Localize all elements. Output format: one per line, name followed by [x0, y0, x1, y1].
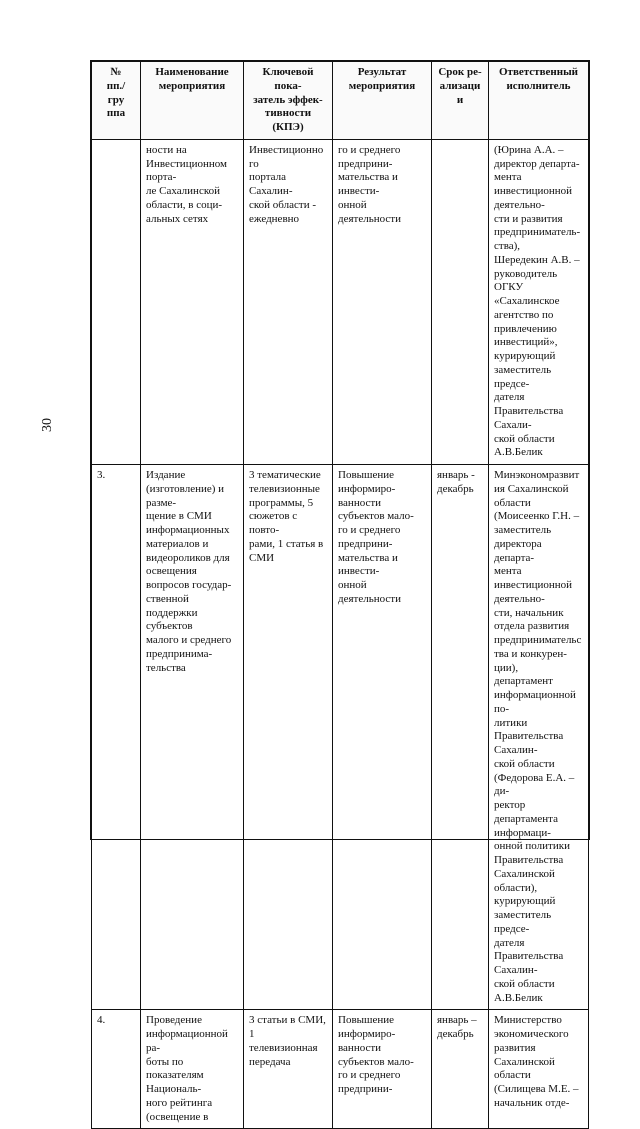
cell-term: [432, 139, 489, 464]
table-row: [92, 139, 589, 464]
cell-term: январь – декабрь: [432, 1010, 489, 1129]
table-row: [92, 465, 589, 1010]
cell-result: го и среднего предприни- мательства и инвести- онной деятельности: [333, 139, 432, 464]
cell-result: Повышение информиро- ванности субъектов мало- го и среднего предприни-: [333, 1010, 432, 1129]
cell-kpi: 3 статьи в СМИ, 1 телевизионная передача: [244, 1010, 333, 1129]
table-header-row: [92, 62, 589, 140]
activities-table-wrap: [90, 60, 590, 1123]
cell-term: январь - декабрь: [432, 465, 489, 1010]
cell-activity-name: Издание (изготовление) и разме- щение в СМИ информационных материалов и видеороликов для освещения вопросов государ- ственной поддержки субъектов малого и среднего предпринима- тельства: [141, 465, 244, 1010]
header-activity-name: Наименование мероприятия: [141, 62, 244, 140]
cell-activity-name: Проведение информационной ра- боты по показателям Националь- ного рейтинга (освещение в: [141, 1010, 244, 1129]
cell-number: 3.: [92, 465, 141, 1010]
table-row: [92, 1010, 589, 1129]
header-number: № пп./ гру ппа: [92, 62, 141, 140]
cell-number: 4.: [92, 1010, 141, 1129]
header-kpi: Ключевой пока- затель эффек- тивности (КПЭ): [244, 62, 333, 140]
header-result: Результат мероприятия: [333, 62, 432, 140]
cell-activity-name: ности на Инвестиционном порта- ле Сахалинской области, в соци- альных сетях: [141, 139, 244, 464]
cell-kpi: Инвестиционного портала Сахалин- ской области - ежедневно: [244, 139, 333, 464]
cell-responsible: Министерство экономического развития Сахалинской области (Силищева М.Е. –начальник отде-: [489, 1010, 589, 1129]
activities-table: [91, 61, 589, 1129]
cell-responsible: (Юрина А.А. –директор департа- мента инвестиционной деятельно- сти и развития предприниматель- ства), Шередекин А.В. – руководитель ОГКУ «Сахалинское агентство по привлечению инвестиций», курирующий заместитель предсе- дателя Правительства Сахали- ской области А.В.Белик: [489, 139, 589, 464]
cell-number: [92, 139, 141, 464]
header-term: Срок ре- ализации: [432, 62, 489, 140]
cell-responsible: Минэкономразвития Сахалинской области (Моисеенко Г.Н. – заместитель директора департа- мента инвестиционной деятельно- сти, начальник отдела развития предпринимательства и конкурен- ции), департамент информационной по- литики Правительства Сахалин- ской области (Федорова Е.А. – ди- ректор департамента информаци- онной политики Правительства Сахалинской области), курирующий заместитель предсе- дателя Правительства Сахалин- ской области А.В.Белик: [489, 465, 589, 1010]
page-number: 30: [40, 418, 55, 432]
cell-result: Повышение информиро- ванности субъектов мало- го и среднего предприни- мательства и инвести- онной деятельности: [333, 465, 432, 1010]
cell-kpi: 3 тематические телевизионные программы, 5 сюжетов с повто- рами, 1 статья в СМИ: [244, 465, 333, 1010]
header-responsible: Ответственный исполнитель: [489, 62, 589, 140]
